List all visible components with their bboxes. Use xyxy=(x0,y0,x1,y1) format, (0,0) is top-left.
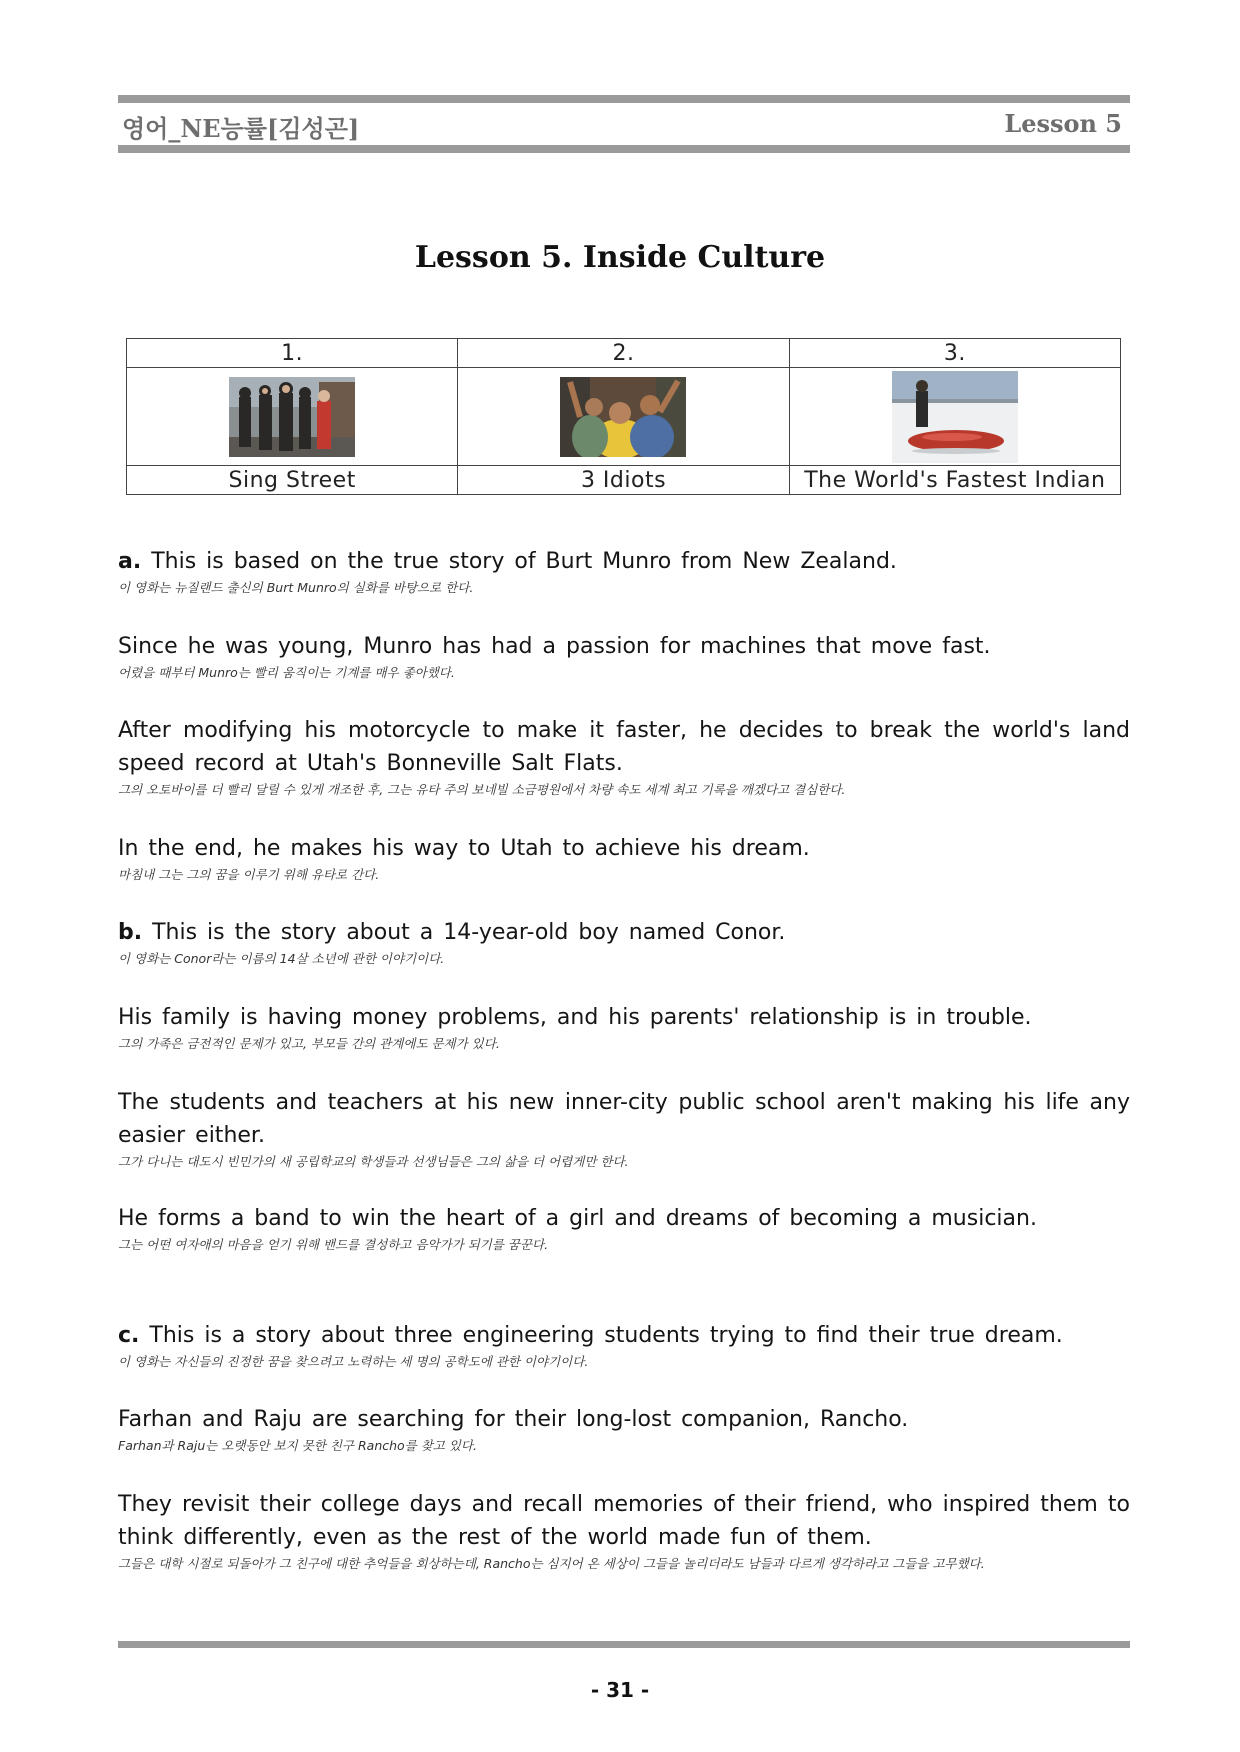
section-label: c. xyxy=(118,1323,140,1348)
english-sentence: The students and teachers at his new inner-city public school aren't making his life any easier either. xyxy=(118,1090,1130,1148)
passage-block xyxy=(118,1001,1130,1052)
english-sentence: Since he was young, Munro has had a passion for machines that move fast. xyxy=(118,634,991,659)
section-label: b. xyxy=(118,920,143,945)
movie-title: 3 Idiots xyxy=(458,466,789,495)
passage-block xyxy=(118,1319,1130,1370)
english-sentence xyxy=(118,1319,1130,1352)
header-lesson: Lesson 5 xyxy=(1004,109,1122,138)
movie-image-cell xyxy=(458,368,789,466)
sentence-text: This is based on the true story of Burt Munro from New Zealand. xyxy=(151,549,897,574)
english-sentence: After modifying his motorcycle to make it faster, he decides to break the world's land speed record at Utah's Bonneville Salt Flats. xyxy=(118,718,1130,776)
passage-block xyxy=(118,1086,1130,1170)
header-top-rule xyxy=(118,95,1130,103)
korean-translation: 이 영화는 Conor라는 이름의 14살 소년에 관한 이야기이다. xyxy=(118,951,445,966)
korean-translation: Farhan과 Raju는 오랫동안 보지 못한 친구 Rancho를 찾고 있다. xyxy=(118,1438,477,1453)
page-title: Lesson 5. Inside Culture xyxy=(414,240,826,275)
english-sentence: They revisit their college days and recall memories of their friend, who inspired them to think differently, even as the rest of the world made fun of them. xyxy=(118,1492,1130,1550)
movie-image-cell xyxy=(789,368,1120,466)
sentence-text: This is the story about a 14-year-old boy named Conor. xyxy=(152,920,786,945)
english-sentence: Farhan and Raju are searching for their long-lost companion, Rancho. xyxy=(118,1407,909,1432)
korean-translation: 그의 오토바이를 더 빨리 달릴 수 있게 개조한 후, 그는 유타 주의 보네빌 소금평원에서 차량 속도 세계 최고 기록을 깨겠다고 결심한다. xyxy=(118,782,846,797)
english-sentence: His family is having money problems, and his parents' relationship is in trouble. xyxy=(118,1005,1032,1030)
sentence-text: This is a story about three engineering students trying to find their true dream. xyxy=(149,1323,1063,1348)
korean-translation: 그들은 대학 시절로 되돌아가 그 친구에 대한 추억들을 회상하는데, Rancho는 심지어 온 세상이 그들을 놀리더라도 남들과 다르게 생각하라고 그들을 고무했다. xyxy=(118,1556,985,1571)
korean-translation: 그는 어떤 여자애의 마음을 얻기 위해 밴드를 결성하고 음악가가 되기를 꿈꾼다. xyxy=(118,1237,549,1252)
three-idiots-poster xyxy=(560,377,686,457)
korean-translation: 마침내 그는 그의 꿈을 이루기 위해 유타로 간다. xyxy=(118,867,380,882)
footer-rule xyxy=(118,1641,1130,1648)
movie-image-cell xyxy=(127,368,458,466)
korean-translation: 이 영화는 뉴질랜드 출신의 Burt Munro의 실화를 바탕으로 한다. xyxy=(118,580,474,595)
sing-street-poster xyxy=(229,377,355,457)
movie-number: 1. xyxy=(127,339,458,368)
english-sentence: He forms a band to win the heart of a girl and dreams of becoming a musician. xyxy=(118,1206,1037,1231)
movie-number: 2. xyxy=(458,339,789,368)
korean-translation: 그가 다니는 대도시 빈민가의 새 공립학교의 학생들과 선생님들은 그의 삶을 더 어렵게만 한다. xyxy=(118,1154,629,1169)
english-sentence xyxy=(118,916,1130,949)
movie-title: The World's Fastest Indian xyxy=(789,466,1120,495)
movie-title: Sing Street xyxy=(127,466,458,495)
english-sentence xyxy=(118,545,1130,578)
header-course: 영어_NE능률[김성곤] xyxy=(122,114,360,143)
passage-block xyxy=(118,1202,1130,1253)
korean-translation: 이 영화는 자신들의 진정한 꿈을 찾으려고 노력하는 세 명의 공학도에 관한 이야기이다. xyxy=(118,1354,589,1369)
korean-translation: 어렸을 때부터 Munro는 빨리 움직이는 기계를 매우 좋아했다. xyxy=(118,665,455,680)
movie-table xyxy=(126,338,1121,495)
movie-number: 3. xyxy=(789,339,1120,368)
passage-block xyxy=(118,1488,1130,1572)
page-number: - 31 - xyxy=(590,1678,650,1702)
section-label: a. xyxy=(118,549,142,574)
passage-block xyxy=(118,545,1130,596)
passage-block xyxy=(118,1403,1130,1454)
korean-translation: 그의 가족은 금전적인 문제가 있고, 부모들 간의 관계에도 문제가 있다. xyxy=(118,1036,500,1051)
worlds-fastest-indian-poster xyxy=(892,371,1018,463)
passage-block xyxy=(118,832,1130,883)
passage-block xyxy=(118,916,1130,967)
english-sentence: In the end, he makes his way to Utah to achieve his dream. xyxy=(118,836,810,861)
header-bottom-rule xyxy=(118,145,1130,153)
passage-block xyxy=(118,630,1130,681)
passage-block xyxy=(118,714,1130,798)
